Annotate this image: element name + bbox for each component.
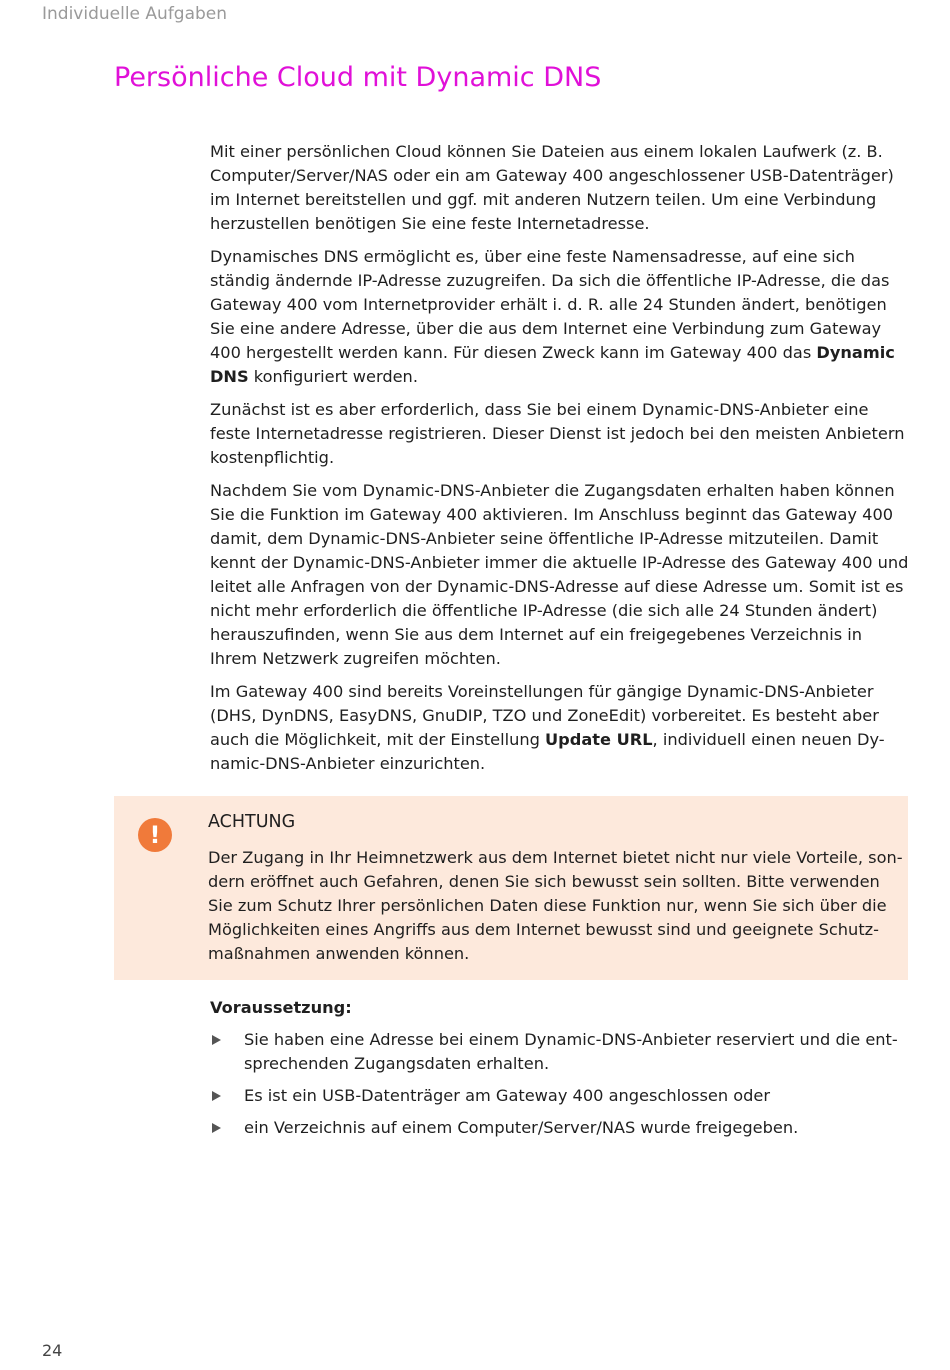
bold-term-dynamic-dns: Dynamic DNS bbox=[210, 343, 895, 386]
list-item bbox=[210, 1028, 910, 1076]
list-item-text: Sie haben eine Adresse bei einem Dynamic-DNS-Anbieter reserviert und die ent-sprechenden Zugangsdaten erhalten. bbox=[244, 1030, 898, 1073]
list-item-text: ein Verzeichnis auf einem Computer/Server/NAS wurde freigegeben. bbox=[244, 1118, 799, 1137]
triangle-bullet-icon bbox=[212, 1035, 221, 1045]
body-text bbox=[210, 140, 910, 785]
warning-text: Der Zugang in Ihr Heimnetzwerk aus dem Internet bietet nicht nur viele Vorteile, son-dern eröffnet auch Gefahren, denen Sie sich bewusst sein sollten. Bitte verwenden Sie zum Schutz Ihrer persönlichen Daten diese Funktion nur, wenn Sie sich über die Möglichkeiten eines Angriffs aus dem Internet bewusst sind und geeignete Schutz-maßnahmen anwenden können. bbox=[208, 848, 903, 963]
warning-box bbox=[114, 796, 908, 980]
triangle-bullet-icon bbox=[212, 1123, 221, 1133]
exclamation-glyph: ! bbox=[149, 821, 161, 849]
triangle-bullet-icon bbox=[212, 1091, 221, 1101]
list-item bbox=[210, 1116, 910, 1140]
paragraph-dynamic-dns bbox=[210, 245, 910, 389]
paragraph-activation: Nachdem Sie vom Dynamic-DNS-Anbieter die Zugangsdaten erhalten haben können Sie die Funktion im Gateway 400 aktivieren. Im Anschluss beginnt das Gateway 400 damit, dem Dynamic-DNS-Anbieter seine öffentliche IP-Adresse mitzuteilen. Damit kennt der Dynamic-DNS-Anbieter immer die aktuelle IP-Adresse des Gateway 400 und leitet alle Anfragen von der Dynamic-DNS-Adresse auf diese Adresse um. Somit ist es nicht mehr erforderlich die öffentliche IP-Adresse (die sich alle 24 Stunden ändert) herauszufinden, wenn Sie aus dem Internet auf ein freigegebenes Verzeichnis in Ihrem Netzwerk zugreifen möchten. bbox=[210, 481, 909, 668]
paragraph-text: Dynamisches DNS ermöglicht es, über eine feste Namensadresse, auf eine sich ständig ändernde IP-Adresse zuzugreifen. Da sich die öffentliche IP-Adresse, die das Gateway 400 vom Internetprovider erhält i. d. R. alle 24 Stunden ändert, benötigen Sie eine andere Adresse, über die aus dem Internet eine Verbindung zum Gateway 400 hergestellt werden kann. Für diesen Zweck kann im Gateway 400 das bbox=[210, 247, 890, 362]
bold-term-update-url: Update URL bbox=[545, 730, 653, 749]
paragraph-registration: Zunächst ist es aber erforderlich, dass Sie bei einem Dynamic-DNS-Anbieter eine feste Internetadresse registrieren. Dieser Dienst ist jedoch bei den meisten Anbietern kostenpflichtig. bbox=[210, 400, 905, 467]
paragraph-intro: Mit einer persönlichen Cloud können Sie Dateien aus einem lokalen Laufwerk (z. B. Computer/Server/NAS oder ein am Gateway 400 angeschlossener USB-Datenträger) im Internet bereitstellen und ggf. mit anderen Nutzern teilen. Um eine Verbindung herzustellen benötigen Sie eine feste Internetadresse. bbox=[210, 142, 894, 233]
paragraph-presets bbox=[210, 680, 910, 776]
prerequisites-list bbox=[210, 1028, 910, 1140]
paragraph-text: , individuell einen neuen Dy-namic-DNS-Anbieter einzurichten. bbox=[210, 730, 885, 773]
paragraph-text: Im Gateway 400 sind bereits Voreinstellungen für gängige Dynamic-DNS-Anbieter (DHS, DynDNS, EasyDNS, GnuDIP, TZO und ZoneEdit) vorbereitet. Es besteht aber auch die Möglichkeit, mit der Einstellung bbox=[210, 682, 879, 749]
prerequisites-section bbox=[210, 996, 910, 1148]
page-title: Persönliche Cloud mit Dynamic DNS bbox=[114, 62, 602, 93]
warning-title: ACHTUNG bbox=[208, 812, 296, 832]
running-header: Individuelle Aufgaben bbox=[42, 4, 228, 24]
page-number: 24 bbox=[42, 1341, 63, 1360]
paragraph-text: konfiguriert werden. bbox=[248, 367, 418, 386]
exclamation-icon bbox=[138, 818, 172, 852]
prerequisites-title: Voraussetzung: bbox=[210, 998, 352, 1017]
list-item bbox=[210, 1084, 910, 1108]
list-item-text: Es ist ein USB-Datenträger am Gateway 400 angeschlossen oder bbox=[244, 1086, 771, 1105]
